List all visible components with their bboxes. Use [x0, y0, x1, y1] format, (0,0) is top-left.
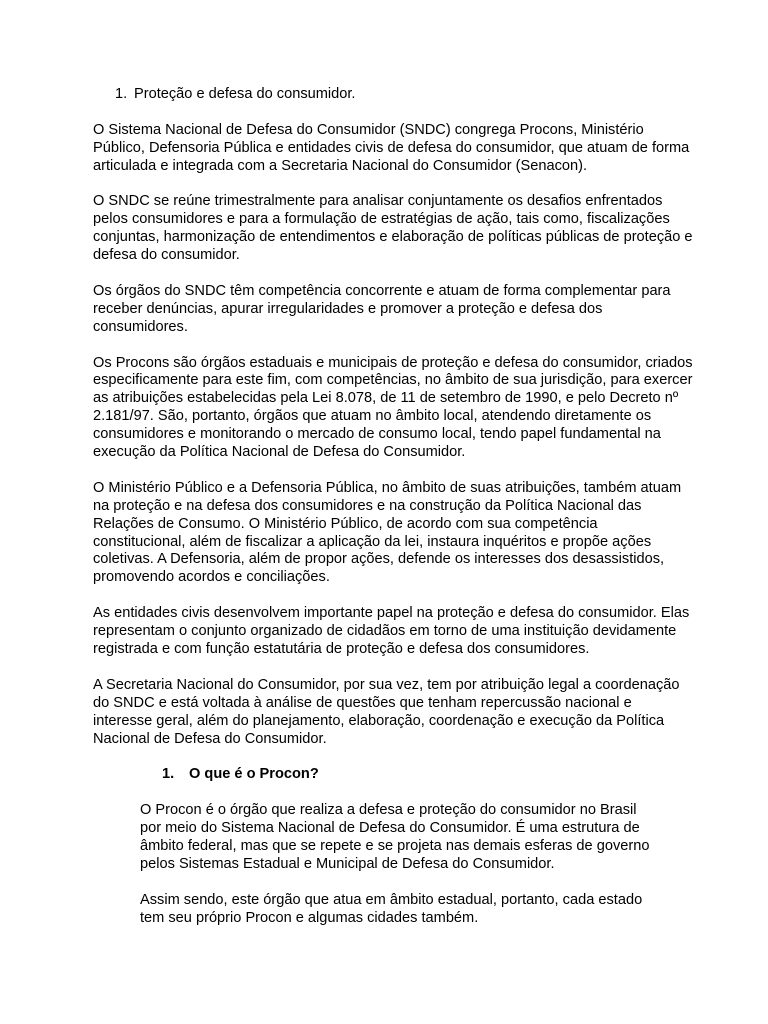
paragraph-procon-estadual: Assim sendo, este órgão que atua em âmbito estadual, portanto, cada estado tem seu próprio Procon e algumas cidades também. [140, 891, 643, 926]
paragraph-sndc-intro: O Sistema Nacional de Defesa do Consumidor (SNDC) congrega Procons, Ministério Público, Defensoria Pública e entidades civis de defesa do consumidor, que atuam de forma articulada e integrada com a Secretaria Nacional do Consumidor (Senacon). [93, 121, 690, 174]
list-number: 1. [115, 86, 128, 102]
list-number: 1. [162, 766, 175, 783]
section-heading-protecao [93, 86, 693, 104]
paragraph-sndc-meetings: O SNDC se reúne trimestralmente para analisar conjuntamente os desafios enfrentados pelos consumidores e para a formulação de estratégias de ação, tais como, fiscalizações conjuntas, harmonização de entendimentos e elaboração de políticas públicas de proteção e defesa do consumidor. [93, 193, 693, 264]
paragraph-procons: Os Procons são órgãos estaduais e municipais de proteção e defesa do consumidor, criados especificamente para este fim, com competências, no âmbito de sua jurisdição, para exercer as atribuições estabelecidas pela Lei 8.078, de 11 de setembro de 1990, e pelo Decreto nº 2.181/97. São, portanto, órgãos que atuam no âmbito local, atendendo diretamente os consumidores e monitorando o mercado de consumo local, tendo papel fundamental na execução da Política Nacional de Defesa do Consumidor. [93, 354, 693, 461]
section-title: Proteção e defesa do consumidor. [134, 86, 356, 102]
paragraph-sndc-competence: Os órgãos do SNDC têm competência concorrente e atuam de forma complementar para receber denúncias, apurar irregularidades e promover a proteção e defesa dos consumidores. [93, 282, 671, 335]
paragraph-procon-definition: O Procon é o órgão que realiza a defesa e proteção do consumidor no Brasil por meio do Sistema Nacional de Defesa do Consumidor. É uma estrutura de âmbito federal, mas que se repete e se projeta nas demais esferas de governo pelos Sistemas Estadual e Municipal de Defesa do Consumidor. [140, 802, 650, 872]
paragraph-senacon: A Secretaria Nacional do Consumidor, por sua vez, tem por atribuição legal a coordenação do SNDC e está voltada à análise de questões que tenham repercussão nacional e interesse geral, além do planejamento, elaboração, coordenação e execução da Política Nacional de Defesa do Consumidor. [93, 676, 680, 747]
document-body [93, 86, 693, 945]
section-heading-o-que-e-procon [93, 766, 693, 784]
paragraph-ministerio-publico: O Ministério Público e a Defensoria Pública, no âmbito de suas atribuições, também atuam na proteção e na defesa dos consumidores e na construção da Política Nacional das Relações de Consumo. O Ministério Público, de acordo com sua competência constitucional, além de fiscalizar a aplicação da lei, instaura inquéritos e propõe ações coletivas. A Defensoria, além de propor ações, defende os interesses dos desassistidos, promovendo acordos e conciliações. [93, 479, 682, 586]
section-title: O que é o Procon? [189, 766, 319, 783]
paragraph-entidades-civis: As entidades civis desenvolvem importante papel na proteção e defesa do consumidor. Elas representam o conjunto organizado de cidadãos em torno de uma instituição devidamente registrada e com função estatutária de proteção e defesa dos consumidores. [93, 605, 690, 657]
